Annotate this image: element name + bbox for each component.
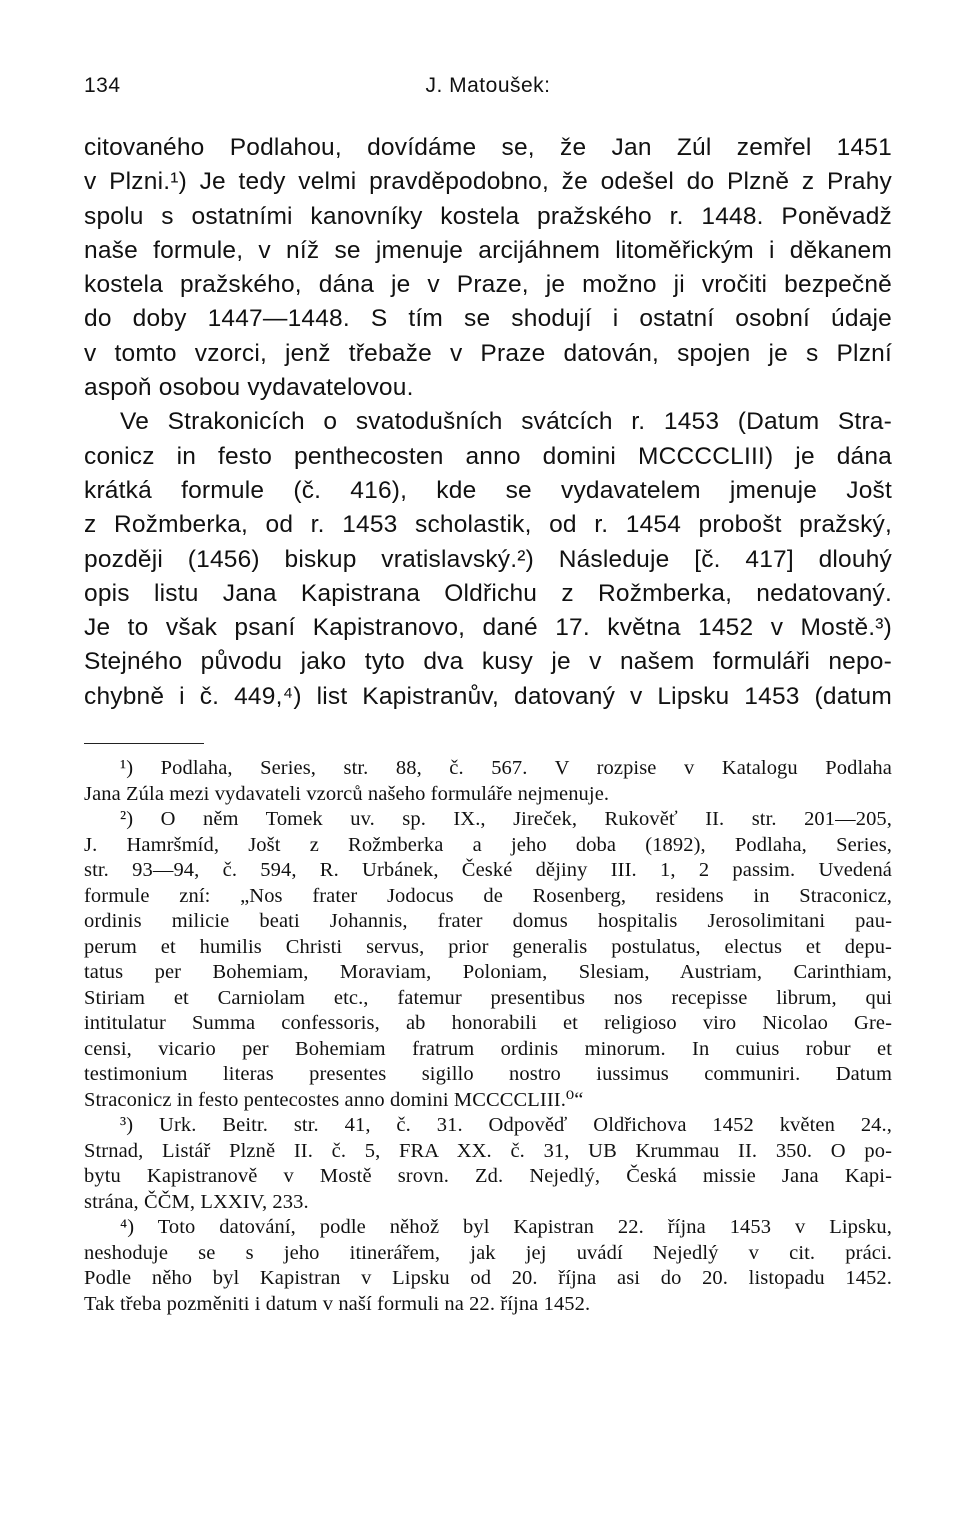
body-line: později (1456) biskup vratislavský.²) Následuje [č. 417] dlouhý <box>84 545 892 573</box>
footnote-line: Straconicz in festo pentecostes anno domini MCCCCLIII.⁰“ <box>84 1088 584 1111</box>
body-line: Ve Strakonicích o svatodušních svátcích r. 1453 (Datum Stra- <box>120 408 892 436</box>
page-number: 134 <box>84 74 121 97</box>
footnote-2 <box>84 807 892 1113</box>
footnote-line: tatus per Bohemiam, Moraviam, Poloniam, Slesiam, Austriam, Carinthiam, <box>84 961 892 983</box>
footnote-1 <box>84 756 892 807</box>
footnotes <box>84 756 892 1317</box>
body-line: citovaného Podlahou, dovídáme se, že Jan Zúl zemřel 1451 <box>84 134 892 161</box>
body-line: v tomto vzorci, jenž třebaže v Praze datován, spojen je s Plzní <box>84 339 892 367</box>
running-title: J. Matoušek: <box>425 74 551 97</box>
footnote-line: Stiriam et Carniolam etc., fatemur presentibus nos recepisse librum, qui <box>84 986 892 1009</box>
body-line: do doby 1447—1448. S tím se shodují i ostatní osobní údaje <box>84 305 892 333</box>
footnote-line: testimonium literas presentes sigillo nostro iussimus communiri. Datum <box>84 1063 892 1085</box>
footnote-line: str. 93—94, č. 594, R. Urbánek, České dějiny III. 1, 2 passim. Uvedená <box>84 859 892 881</box>
footnote-line: perum et humilis Christi servus, prior generalis postulatus, electus et depu- <box>84 935 892 958</box>
body-text <box>84 131 892 714</box>
footnote-line: ¹) Podlaha, Series, str. 88, č. 567. V rozpise v Katalogu Podlaha <box>120 757 892 779</box>
footnote-line: Strnad, Listář Plzně II. č. 5, FRA XX. č. 31, UB Krummau II. 350. O po- <box>84 1139 892 1162</box>
body-line: spolu s ostatními kanovníky kostela pražského r. 1448. Poněvadž <box>84 202 892 230</box>
footnote-line: neshoduje se s jeho itinerářem, jak jej uvádí Nejedlý v cit. práci. <box>84 1241 892 1264</box>
body-line: Stejného původu jako tyto dva kusy je v našem formuláři nepo- <box>84 648 892 676</box>
body-line: aspoň osobou vydavatelovou. <box>84 374 414 402</box>
body-line: krátká formule (č. 416), kde se vydavatelem jmenuje Jošt <box>84 476 892 504</box>
body-line: chybně i č. 449,⁴) list Kapistranův, datovaný v Lipsku 1453 (datum <box>84 682 892 710</box>
body-line: opis listu Jana Kapistrana Oldřichu z Rožmberka, nedatovaný. <box>84 579 892 607</box>
footnote-line: ²) O něm Tomek uv. sp. IX., Jireček, Rukověť II. str. 201—205, <box>120 808 892 830</box>
footnote-line: bytu Kapistranově v Mostě srovn. Zd. Nejedlý, Česká missie Jana Kapi- <box>84 1165 892 1187</box>
body-line: naše formule, v níž se jmenuje arcijáhnem litoměřickým i děkanem <box>84 236 892 264</box>
footnote-line: strána, ČČM, LXXIV, 233. <box>84 1190 309 1213</box>
footnote-line: J. Hamršmíd, Jošt z Rožmberka a jeho doba (1892), Podlaha, Series, <box>84 833 892 856</box>
footnote-line: ³) Urk. Beitr. str. 41, č. 31. Odpověď Oldřichova 1452 květen 24., <box>120 1114 892 1136</box>
body-line: v Plzni.¹) Je tedy velmi pravděpodobno, že odešel do Plzně z Prahy <box>84 168 892 196</box>
footnote-line: censi, vicario per Bohemiam fratrum ordinis minorum. In cuius robur et <box>84 1037 892 1060</box>
body-line: Je to však psaní Kapistranovo, dané 17. května 1452 v Mostě.³) <box>84 614 892 642</box>
footnote-line: Jana Zúla mezi vydavateli vzorců našeho formuláře nejmenuje. <box>84 782 610 805</box>
body-line: conicz in festo penthecosten anno domini MCCCCLIII) je dána <box>84 442 892 470</box>
footnote-line: ordinis milicie beati Johannis, frater domus hospitalis Jerosolimitani pau- <box>84 910 892 932</box>
footnote-4 <box>84 1215 892 1317</box>
footnote-rule <box>84 743 204 744</box>
footnote-line: intitulatur Summa confessoris, ab honorabili et religioso viro Nicolao Gre- <box>84 1012 892 1034</box>
body-line: kostela pražského, dána je v Praze, je možno ji vročiti bezpečně <box>84 271 892 299</box>
page-header <box>84 74 892 104</box>
footnote-line: Tak třeba pozměniti i datum v naší formuli na 22. října 1452. <box>84 1292 591 1315</box>
footnote-line: formule zní: „Nos frater Jodocus de Rosenberg, residens in Straconicz, <box>84 884 892 907</box>
footnote-line: Podle něho byl Kapistran v Lipsku od 20. října asi do 20. listopadu 1452. <box>84 1267 892 1289</box>
footnote-3 <box>84 1113 892 1215</box>
footnote-line: ⁴) Toto datování, podle něhož byl Kapistran 22. října 1453 v Lipsku, <box>120 1216 892 1238</box>
body-line: z Rožmberka, od r. 1453 scholastik, od r. 1454 probošt pražský, <box>84 511 892 539</box>
